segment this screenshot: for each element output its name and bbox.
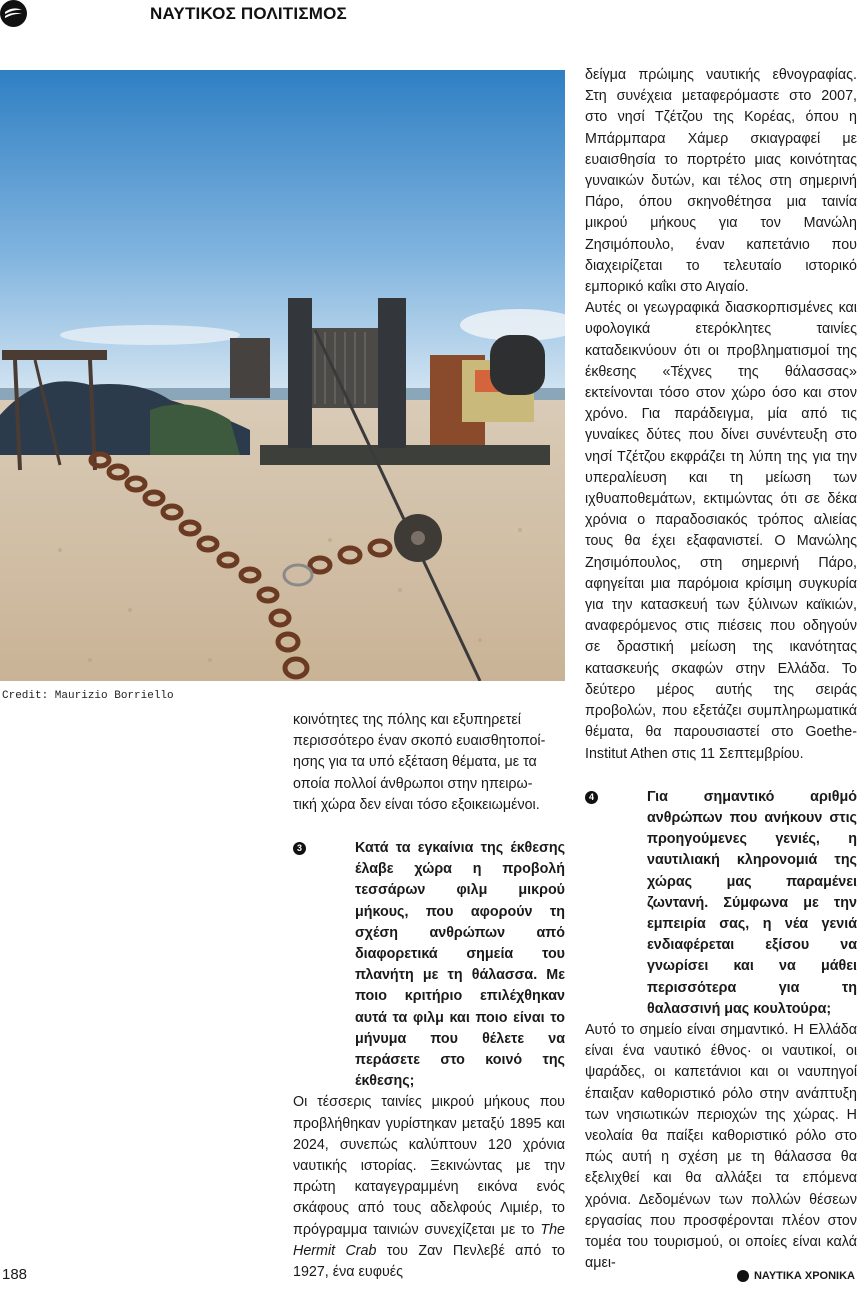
middle-column	[293, 710, 565, 1283]
intro-line: οποία πολλοί άνθρωποι στην ηπειρω-	[293, 775, 533, 792]
paragraph-1: δείγμα πρώιμης ναυτικής εθνογραφίας. Στη συνέχεια μεταφερόμαστε στο 2007, στο νησί Τζέτζου της Κορέας, όπου η Μπάρμπαρα Χάμερ σκιαγραφεί με ευαισθησία το πορτρέτο μιας κοινότητας γυναικών δυτών, και τέλος στη σημερινή Πάρο, όπου σκηνοθέτησα μια ταινία μικρού μήκους για τον Μανώλη Ζησιμόπουλο, έναν καπετάνιο που διαχειρίζεται το τελευταίο ιστορικό εμπορικό καΐκι στο Αιγαίο.	[585, 67, 857, 296]
brand-name: ΝΑΥΤΙΚΑ ΧΡΟΝΙΚΑ	[753, 1270, 855, 1282]
question-number-badge: 4	[585, 791, 598, 804]
question-3	[293, 838, 565, 1092]
intro-line: τική χώρα δεν είναι τόσο εξοικειωμένοι.	[293, 796, 540, 813]
photo-credit: Credit: Maurizio Borriello	[2, 690, 174, 702]
answer-3	[293, 1092, 565, 1283]
intro-line: ησης για τα υπό εξέταση θέματα, με τα	[293, 754, 537, 771]
answer-3-text: Οι τέσσερις ταινίες μικρού μήκους που προβλήθηκαν γυρίστηκαν μεταξύ 1895 και 2024, συνεπώς καλύπτουν 120 χρόνια ναυτικής ιστορίας. Ξεκινώντας με την πρώτη καταγεγραμμένη εικόνα ενός σκάφους από τους αδελφούς Λιμιέρ, το πρόγραμμα ταινιών συνεχίζεται με το	[293, 1094, 565, 1238]
footer-brand	[737, 1270, 855, 1282]
question-4-text: Για σημαντικό αριθμό ανθρώπων που ανήκουν στις προηγούμενες γενιές, η ναυτιλιακή κληρονομιά της χώρας μας παραμένει ζωντανή. Σύμφωνα με την εμπειρία σας, η νέα γενιά ενδιαφέρεται εξίσου να γνωρίσει και να μάθει περισσότερα για τη θαλασσινή μας κουλτούρα;	[647, 788, 857, 1017]
question-3-text: Κατά τα εγκαίνια της έκθεσης έλαβε χώρα η προβολή τεσσάρων φιλμ μικρού μήκους, που αφορούν τη σχέση ανθρώπων από διαφορετικά σημεία του πλανήτη με τη θάλασσα. Με ποιο κριτήριο επιλέχθηκαν αυτά τα φιλμ και ποιο είναι το μήνυμα που θέλετε να περάσετε στο κοινό της έκθεσης;	[355, 840, 565, 1090]
winch-photo	[0, 70, 565, 681]
intro-line: περισσότερο έναν σκοπό ευαισθητοποί-	[293, 733, 546, 750]
section-title: ΝΑΥΤΙΚΟΣ ΠΟΛΙΤΙΣΜΟΣ	[150, 4, 347, 23]
answer-4: Αυτό το σημείο είναι σημαντικό. Η Ελλάδα είναι ένα ναυτικό έθνος· οι ναυτικοί, οι ψαράδες, οι καπετάνιοι και οι ναυπηγοί έπαιξαν καθοριστικό ρόλο στην ανάπτυξη των νησιωτικών περιοχών της χώρας. Η νεολαία θα παίξει καθοριστικό ρόλο στο πώς αυτή η σχέση με τη θάλασσα θα εξελιχθεί και θα αλλάξει τα επόμενα χρόνια. Δεδομένων των πολλών θέσεων εργασίας που προσφέρονται πλέον στον τομέα του τουρισμού, οι οποίες είναι καλά αμει-	[585, 1021, 857, 1272]
magazine-logo-icon	[0, 0, 27, 27]
right-column	[585, 65, 857, 1274]
film-title: The Hermit Crab	[293, 1221, 565, 1259]
question-4	[585, 787, 857, 1020]
brand-logo-icon	[737, 1270, 749, 1282]
paragraph-2: Αυτές οι γεωγραφικά διασκορπισμένες και υφολογικά ετερόκλητες ταινίες καταδεικνύουν ότι οι προβληματισμοί της έκθεσης «Τέχνες της θάλασσας» εκτείνονται τόσο στον χώρο όσο και στον χρόνο. Για παράδειγμα, μία από τις γυναίκες δύτες που δίνει συνέντευξη στο νησί Τζέτζου εκφράζει τη λύπη της για την υπεραλίευση και τη μείωση των ιχθυαποθεμάτων, εκτιμώντας ότι σε δέκα χρόνια ο παραδοσιακός τρόπος αλιείας τους θα έχει εξαφανιστεί. Ο Μανώλης Ζησιμόπουλος, στη σημερινή Πάρο, αφηγείται μια παρόμοια κρίσιμη συγκυρία για την κατασκευή των ξύλινων καϊκιών, αναφερόμενος στις πιέσεις που οδηγούν σε δραστική μείωση της ικανότητας κατασκευής σκαφών στην Ελλάδα. Το δεύτερο μέρος αυτής της σειράς προβολών, που εξετάζει συμπληρωματικά θέματα, θα παρουσιαστεί στο Goethe-Institut Athen στις 11 Σεπτεμβρίου.	[585, 300, 857, 762]
intro-line: κοινότητες της πόλης και εξυπηρετεί	[293, 712, 521, 728]
answer-3-text-end: του Ζαν Πενλεβέ από το 1927, ένα ευφυές	[293, 1242, 565, 1281]
page-number: 188	[2, 1266, 28, 1283]
question-number-badge: 3	[293, 842, 306, 855]
